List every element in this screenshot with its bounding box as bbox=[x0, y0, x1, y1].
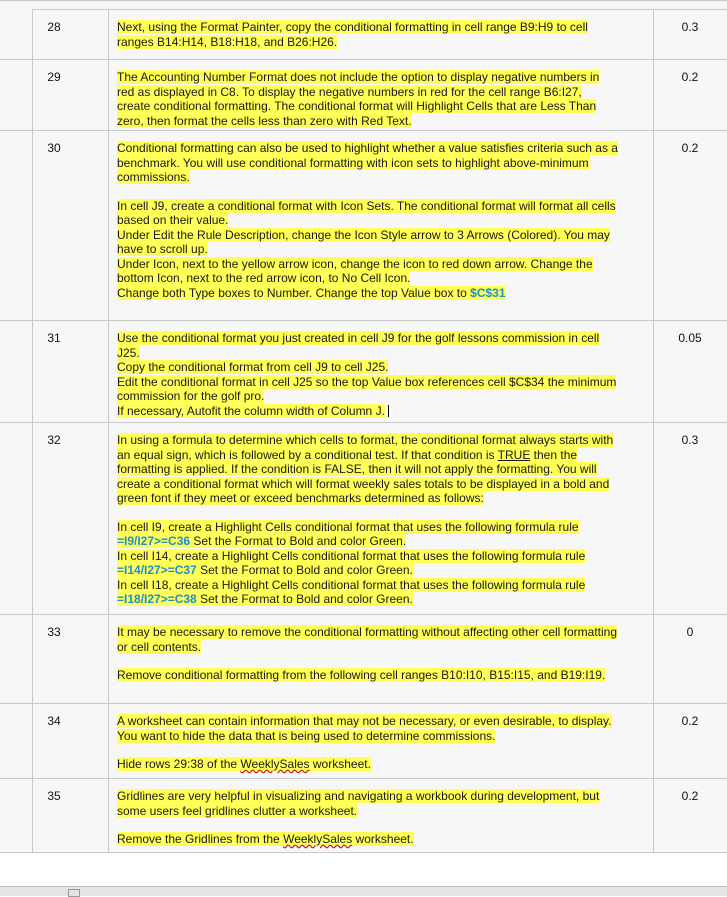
page-icon bbox=[68, 889, 80, 897]
task-text: create a conditional format which will format weekly sales totals to be displayed in a bold and bbox=[117, 476, 610, 491]
task-text: In cell I18, create a Highlight Cells conditional format that uses the following formula rule bbox=[117, 577, 586, 592]
step-number: 35 bbox=[47, 789, 61, 803]
task-text: Remove the Gridlines from the bbox=[117, 832, 284, 846]
points-value: 0 bbox=[686, 625, 694, 639]
task-text: Set the Format to Bold and color Green. bbox=[190, 534, 407, 548]
task-text: ranges B14:H14, B18:H18, and B26:H26. bbox=[117, 34, 338, 49]
task-description[interactable] bbox=[117, 141, 647, 300]
task-text: Remove conditional formatting from the following cell ranges B10:I10, B15:I15, and B19:I19. bbox=[117, 668, 606, 682]
task-text: Set the Format to Bold and color Green. bbox=[196, 592, 413, 606]
task-text: In cell I9, create a Highlight Cells conditional format that uses the following formula rule bbox=[117, 519, 579, 534]
task-text: If necessary, Autofit the column width of Column J. bbox=[117, 403, 385, 418]
points-value: 0.2 bbox=[681, 70, 699, 84]
task-description[interactable] bbox=[117, 714, 647, 772]
task-text: worksheet. bbox=[352, 832, 414, 846]
task-text: Under Icon, next to the yellow arrow icon, change the icon to red down arrow. Change the bbox=[117, 256, 593, 271]
text-cursor bbox=[388, 405, 389, 417]
step-number: 30 bbox=[47, 141, 61, 155]
task-text: Conditional formatting can also be used to highlight whether a value satisfies criteria such as a bbox=[117, 141, 618, 155]
task-text: Hide rows 29:38 of the bbox=[117, 757, 241, 771]
task-text: In cell J9, create a conditional format with Icon Sets. The conditional format will format all cells bbox=[117, 198, 616, 213]
task-description[interactable] bbox=[117, 70, 647, 128]
task-description[interactable] bbox=[117, 433, 647, 607]
task-text: green font if they meet or exceed benchmarks determined as follows: bbox=[117, 491, 484, 505]
formula-rule: =I14/I27>=C37 bbox=[117, 563, 197, 577]
task-text: bottom Icon, next to the red arrow icon, to No Cell Icon. bbox=[117, 271, 411, 285]
table-row bbox=[0, 779, 727, 853]
task-text: A worksheet can contain information that may not be necessary, or even desirable, to display. bbox=[117, 714, 612, 728]
task-text: Set the Format to Bold and color Green. bbox=[196, 563, 413, 577]
task-text: worksheet. bbox=[309, 757, 371, 771]
table-row bbox=[0, 615, 727, 704]
cell-reference: $C$31 bbox=[470, 285, 506, 300]
points-value: 0.2 bbox=[681, 141, 699, 155]
points-value: 0.3 bbox=[681, 20, 699, 34]
sheet-name: WeeklySales bbox=[240, 757, 310, 771]
task-description[interactable] bbox=[117, 789, 647, 847]
table-row bbox=[0, 321, 727, 423]
task-text: formatting is applied. If the condition is FALSE, then it will not apply the formatting. You will bbox=[117, 462, 597, 476]
formula-rule: =I18/I27>=C38 bbox=[117, 592, 197, 606]
points-value: 0.05 bbox=[678, 331, 702, 345]
task-text: Use the conditional format you just created in cell J9 for the golf lessons commission in cell bbox=[117, 331, 600, 345]
step-number: 28 bbox=[47, 20, 61, 34]
task-text: You want to hide the data that is being used to determine commissions. bbox=[117, 728, 496, 743]
task-text: Edit the conditional format in cell J25 so the top Value box references cell $C$34 the minimum bbox=[117, 374, 617, 389]
table-row bbox=[0, 60, 727, 131]
table-header-strip bbox=[32, 1, 727, 10]
table-row bbox=[0, 704, 727, 779]
task-text: The Accounting Number Format does not include the option to display negative numbers in bbox=[117, 70, 600, 84]
task-text: Under Edit the Rule Description, change the Icon Style arrow to 3 Arrows (Colored). You may bbox=[117, 227, 610, 242]
true-keyword: TRUE bbox=[497, 447, 531, 462]
task-text: then the bbox=[530, 447, 578, 462]
step-number: 31 bbox=[47, 331, 61, 345]
step-number: 34 bbox=[47, 714, 61, 728]
step-number: 29 bbox=[47, 70, 61, 84]
task-text: It may be necessary to remove the conditional formatting without affecting other cell formatting bbox=[117, 625, 618, 639]
task-text: Gridlines are very helpful in visualizing and navigating a workbook during development, but bbox=[117, 789, 600, 803]
task-text: have to scroll up. bbox=[117, 242, 208, 256]
task-text: or cell contents. bbox=[117, 639, 202, 654]
points-value: 0.2 bbox=[681, 714, 699, 728]
table-row bbox=[0, 131, 727, 321]
task-text: Next, using the Format Painter, copy the conditional formatting in cell range B9:H9 to cell bbox=[117, 20, 588, 34]
task-text: commissions. bbox=[117, 170, 190, 184]
step-number: 33 bbox=[47, 625, 61, 639]
task-text: based on their value. bbox=[117, 213, 229, 227]
table-row bbox=[0, 423, 727, 615]
points-value: 0.3 bbox=[681, 433, 699, 447]
task-text: create conditional formatting. The conditional format will Highlight Cells that are Less Than bbox=[117, 99, 597, 113]
task-text: In cell I14, create a Highlight Cells conditional format that uses the following formula rule bbox=[117, 548, 586, 563]
task-text: commission for the golf pro. bbox=[117, 389, 265, 403]
formula-rule: =I9/I27>=C36 bbox=[117, 534, 191, 548]
task-description[interactable] bbox=[117, 20, 647, 49]
task-text: an equal sign, which is followed by a conditional test. If that condition is bbox=[117, 447, 498, 462]
sheet-name: WeeklySales bbox=[283, 832, 353, 846]
task-text: In using a formula to determine which cells to format, the conditional format always starts with bbox=[117, 433, 614, 447]
task-description[interactable] bbox=[117, 331, 647, 418]
task-text: benchmark. You will use conditional formatting with icon sets to highlight above-minimum bbox=[117, 155, 589, 170]
task-text: J25. bbox=[117, 345, 140, 360]
points-value: 0.2 bbox=[681, 789, 699, 803]
task-description[interactable] bbox=[117, 625, 647, 683]
step-number: 32 bbox=[47, 433, 61, 447]
task-text: Copy the conditional format from cell J9 to cell J25. bbox=[117, 360, 389, 374]
table-row bbox=[0, 10, 727, 60]
task-text: zero, then format the cells less than zero with Red Text. bbox=[117, 113, 412, 128]
task-text: some users feel gridlines clutter a worksheet. bbox=[117, 803, 358, 818]
task-text: red as displayed in C8. To display the negative numbers in red for the cell range B6:I27, bbox=[117, 84, 582, 99]
task-text: Change both Type boxes to Number. Change the top Value box to bbox=[117, 285, 471, 300]
